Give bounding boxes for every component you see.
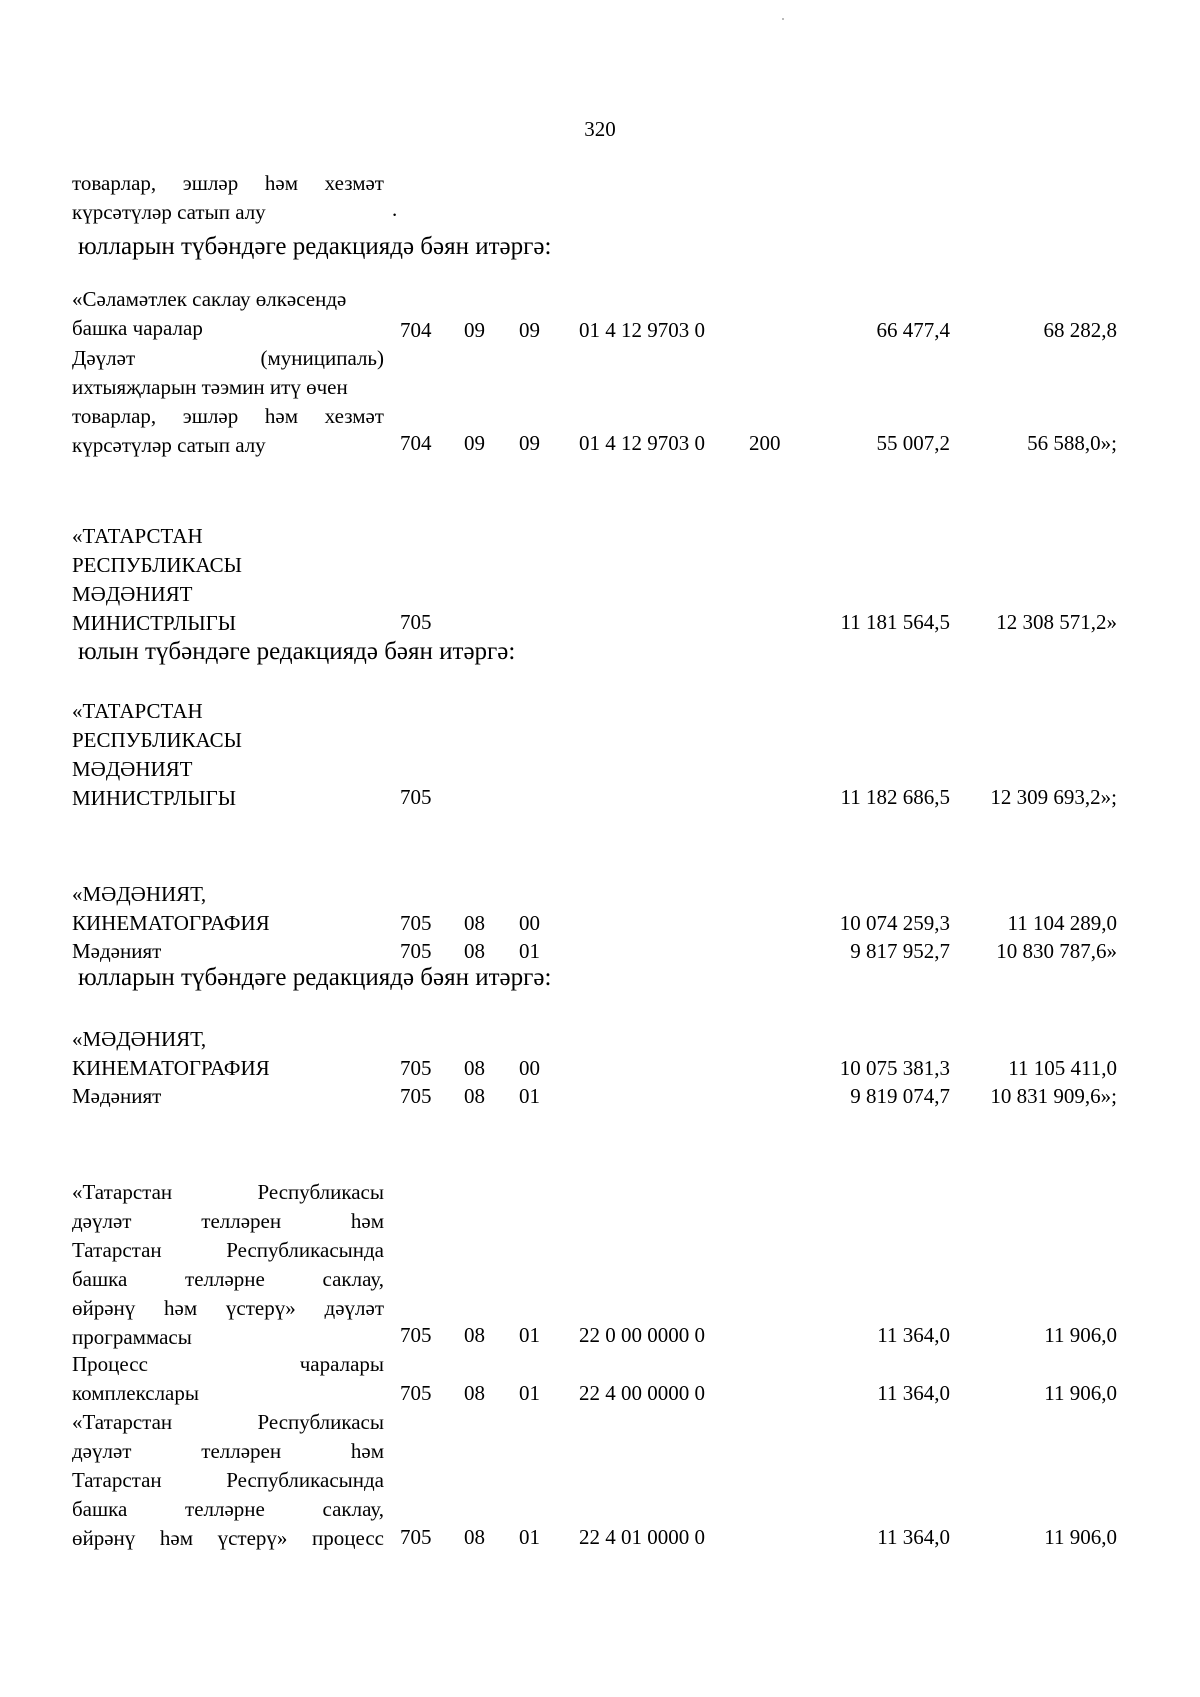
cell-csr: 01 4 12 9703 0	[579, 318, 705, 342]
cell-sum-1: 11 182 686,5	[840, 785, 950, 809]
row-name-line: МӘДӘНИЯТ	[72, 582, 193, 606]
cell-sum-1: 11 364,0	[877, 1381, 950, 1405]
cell-sum-2: 10 831 909,6»;	[990, 1084, 1117, 1108]
cell-ved: 705	[400, 911, 432, 935]
row-name	[72, 1408, 384, 1553]
row-name	[72, 1025, 384, 1083]
row-name-line: «ТАТАРСТАН	[72, 524, 203, 548]
row-name-line: өйрәнү һәм үстерү» процесс	[72, 1526, 384, 1550]
cell-sum-1: 11 181 564,5	[840, 610, 950, 634]
row-name-line: «Татарстан Республикасы	[72, 1180, 384, 1204]
cell-ved: 705	[400, 1084, 432, 1108]
instruction-text: юлларын түбәндәге редакциядә бәян итәргә:	[78, 964, 552, 991]
cell-pr: 09	[519, 431, 540, 455]
row-name	[72, 285, 384, 343]
row-name-line: Дәүләт (муниципаль)	[72, 346, 384, 370]
cell-sum-2: 11 104 289,0	[1007, 911, 1117, 935]
row-name-line: КИНЕМАТОГРАФИЯ	[72, 911, 270, 935]
cell-sum-1: 55 007,2	[876, 431, 950, 455]
cell-pr: 01	[519, 1381, 540, 1405]
cell-sum-2: 11 906,0	[1044, 1525, 1117, 1549]
cell-pr: 01	[519, 939, 540, 963]
row-name-line: дәүләт телләрен һәм	[72, 1439, 384, 1463]
scan-dot: .	[392, 197, 398, 221]
cell-ved: 705	[400, 1056, 432, 1080]
row-name	[72, 937, 384, 966]
row-name	[72, 1350, 384, 1408]
cell-ved: 705	[400, 1525, 432, 1549]
cell-sum-1: 10 075 381,3	[839, 1056, 950, 1080]
cell-sum-1: 11 364,0	[877, 1525, 950, 1549]
row-name-line: КИНЕМАТОГРАФИЯ	[72, 1056, 270, 1080]
intro-line: күрсәтүләр сатып алу	[72, 200, 266, 224]
row-name	[72, 880, 384, 938]
cell-sum-1: 66 477,4	[876, 318, 950, 342]
row-name-line: МИНИСТРЛЫГЫ	[72, 611, 237, 635]
row-name-line: Процесс чаралары	[72, 1352, 384, 1376]
row-name-line: РЕСПУБЛИКАСЫ	[72, 728, 242, 752]
cell-rz: 08	[464, 1056, 485, 1080]
row-name-line: Татарстан Республикасында	[72, 1238, 384, 1262]
row-name-line: программасы	[72, 1325, 192, 1349]
cell-csr: 01 4 12 9703 0	[579, 431, 705, 455]
cell-sum-2: 12 308 571,2»	[996, 610, 1117, 634]
cell-sum-1: 9 817 952,7	[850, 939, 950, 963]
row-name-line: башка телләрне саклау,	[72, 1267, 384, 1291]
row-name-line: комплекслары	[72, 1381, 199, 1405]
row-name-line: МИНИСТРЛЫГЫ	[72, 786, 237, 810]
scan-speck	[782, 18, 784, 20]
cell-ved: 705	[400, 1323, 432, 1347]
row-name-line: Мәдәният	[72, 939, 162, 963]
intro-line: товарлар, эшләр һәм хезмәт	[72, 171, 384, 195]
cell-sum-2: 56 588,0»;	[1027, 431, 1117, 455]
cell-sum-2: 10 830 787,6»	[996, 939, 1117, 963]
cell-sum-1: 11 364,0	[877, 1323, 950, 1347]
cell-sum-2: 68 282,8	[1043, 318, 1117, 342]
cell-csr: 22 4 01 0000 0	[579, 1525, 705, 1549]
cell-rz: 09	[464, 431, 485, 455]
cell-sum-2: 11 105 411,0	[1008, 1056, 1117, 1080]
cell-pr: 09	[519, 318, 540, 342]
cell-pr: 01	[519, 1525, 540, 1549]
cell-sum-2: 12 309 693,2»;	[990, 785, 1117, 809]
row-name-line: товарлар, эшләр һәм хезмәт	[72, 404, 384, 428]
row-name-line: дәүләт телләрен һәм	[72, 1209, 384, 1233]
cell-rz: 08	[464, 911, 485, 935]
cell-rz: 08	[464, 1084, 485, 1108]
row-name-line: «ТАТАРСТАН	[72, 699, 203, 723]
intro-text	[72, 169, 384, 227]
cell-sum-2: 11 906,0	[1044, 1323, 1117, 1347]
row-name-line: башка чаралар	[72, 316, 203, 340]
row-name-line: өйрәнү һәм үстерү» дәүләт	[72, 1296, 384, 1320]
cell-rz: 09	[464, 318, 485, 342]
row-name-line: «МӘДӘНИЯТ,	[72, 882, 207, 906]
cell-ved: 704	[400, 431, 432, 455]
row-name-line: ихтыяҗларын тәэмин итү өчен	[72, 375, 348, 399]
row-name	[72, 1082, 384, 1111]
row-name	[72, 1178, 384, 1352]
cell-pr: 00	[519, 1056, 540, 1080]
cell-sum-1: 9 819 074,7	[850, 1084, 950, 1108]
row-name-line: «МӘДӘНИЯТ,	[72, 1027, 207, 1051]
cell-rz: 08	[464, 939, 485, 963]
cell-ved: 704	[400, 318, 432, 342]
cell-sum-1: 10 074 259,3	[839, 911, 950, 935]
row-name-line: Татарстан Республикасында	[72, 1468, 384, 1492]
cell-ved: 705	[400, 939, 432, 963]
row-name-line: күрсәтүләр сатып алу	[72, 433, 266, 457]
row-name	[72, 522, 384, 638]
cell-csr: 22 4 00 0000 0	[579, 1381, 705, 1405]
row-name-line: «Сәламәтлек саклау өлкәсендә	[72, 287, 347, 311]
cell-sum-2: 11 906,0	[1044, 1381, 1117, 1405]
cell-csr: 22 0 00 0000 0	[579, 1323, 705, 1347]
cell-pr: 01	[519, 1323, 540, 1347]
page-number: 320	[584, 117, 616, 141]
cell-rz: 08	[464, 1323, 485, 1347]
instruction-text: юлларын түбәндәге редакциядә бәян итәргә:	[78, 233, 552, 260]
row-name	[72, 697, 384, 813]
row-name-line: башка телләрне саклау,	[72, 1497, 384, 1521]
cell-rz: 08	[464, 1525, 485, 1549]
cell-pr: 01	[519, 1084, 540, 1108]
row-name-line: МӘДӘНИЯТ	[72, 757, 193, 781]
cell-rz: 08	[464, 1381, 485, 1405]
instruction-text: юлын түбәндәге редакциядә бәян итәргә:	[78, 638, 516, 665]
row-name-line: Мәдәният	[72, 1084, 162, 1108]
row-name-line: «Татарстан Республикасы	[72, 1410, 384, 1434]
cell-ved: 705	[400, 785, 432, 809]
row-name	[72, 344, 384, 460]
cell-vr: 200	[749, 431, 781, 455]
cell-pr: 00	[519, 911, 540, 935]
row-name-line: РЕСПУБЛИКАСЫ	[72, 553, 242, 577]
cell-ved: 705	[400, 1381, 432, 1405]
cell-ved: 705	[400, 610, 432, 634]
